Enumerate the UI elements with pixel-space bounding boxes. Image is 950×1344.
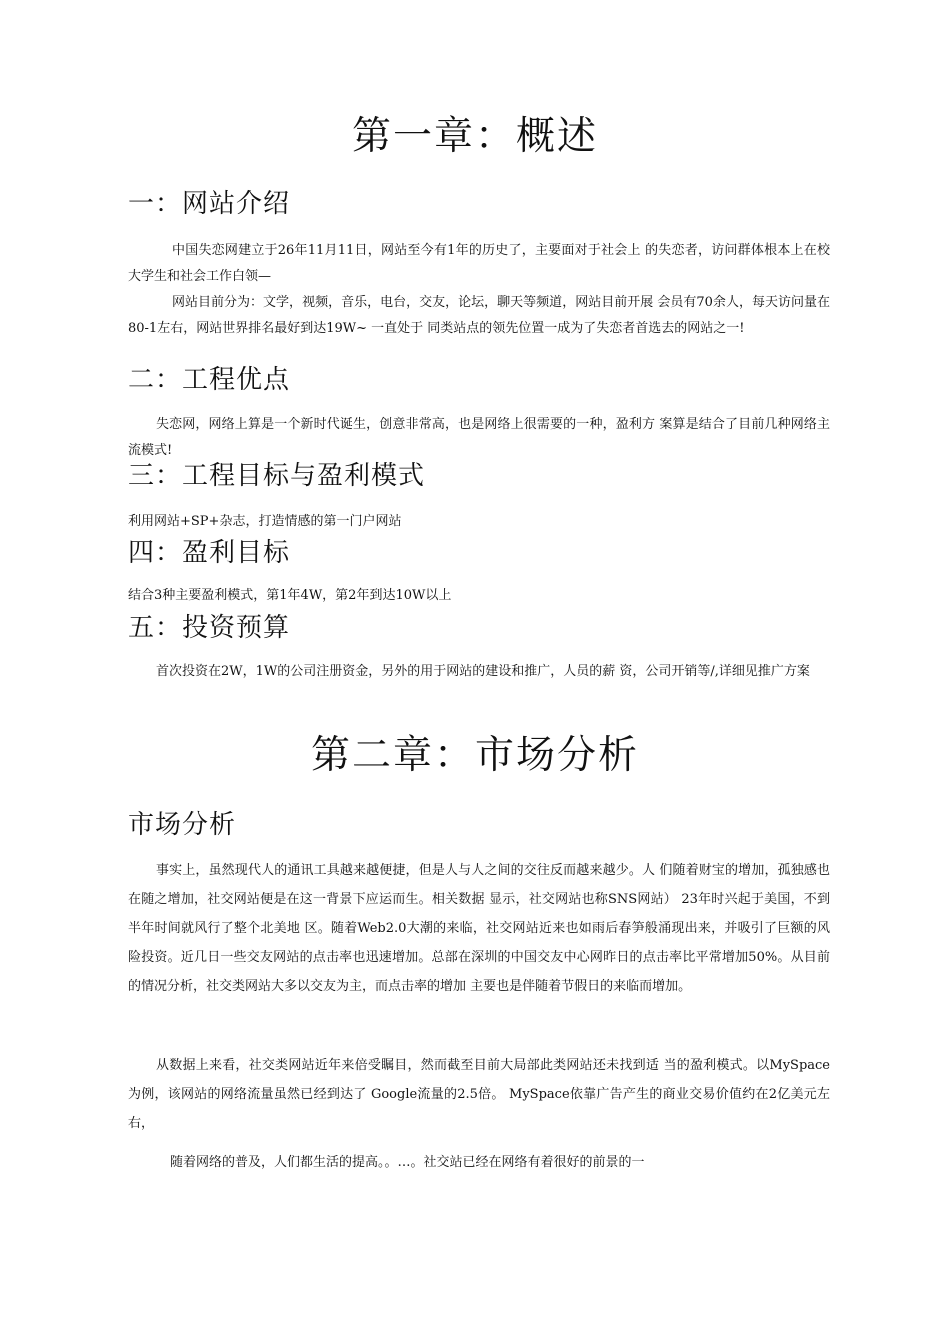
section-3-heading: 三：工程目标与盈利模式 [128,461,426,491]
section-2-paragraph: 失恋网，网络上算是一个新时代诞生，创意非常高，也是网络上很需要的一种，盈利方 案算是结合了目前几种网络主流模式! [128,417,830,458]
section-3-paragraph: 利用网站+SP+杂志，打造情感的第一门户网站 [128,514,402,529]
market-analysis-heading: 市场分析 [128,810,237,840]
market-analysis-paragraph-2: 从数据上来看，社交类网站近年来倍受瞩目，然而截至目前大局部此类网站还未找到适 当的盈利模式。以MySpace为例，该网站的网络流量虽然已经到达了 Google流量的2.5倍。 MySpace依靠广告产生的商业交易价值约在2亿美元左右， [128,1058,830,1131]
section-5-paragraph: 首次投资在2W，1W的公司注册资金，另外的用于网站的建设和推广，人员的薪 资，公司开销等/,详细见推广方案 [156,664,810,679]
section-4-heading: 四：盈利目标 [128,538,291,568]
section-1-heading: 一：网站介绍 [128,189,291,219]
chapter-1-title: 第一章：概述 [351,114,598,159]
section-2-heading: 二：工程优点 [128,365,291,395]
section-4-paragraph: 结合3种主要盈利模式，第1年4W，第2年到达10W以上 [128,588,452,603]
section-1-paragraph-1: 中国失恋网建立于26年11月11日，网站至今有1年的历史了，主要面对于社会上 的失恋者，访问群体根本上在校大学生和社会工作白领— [128,243,830,284]
chapter-2-title: 第二章：市场分析 [310,733,639,778]
section-5-heading: 五：投资预算 [128,613,291,643]
market-analysis-paragraph-3: 随着网络的普及，人们都生活的提高。。…。社交站已经在网络有着很好的前景的一 [170,1155,645,1170]
market-analysis-paragraph-1: 事实上，虽然现代人的通讯工具越来越便捷，但是人与人之间的交往反而越来越少。人 们随着财宝的增加，孤独感也在随之增加，社交网站便是在这一背景下应运而生。相关数据 显示，社交网站也称SNS网站） 23年时兴起于美国，不到半年时间就风行了整个北美地 区。随着Web2.0大潮的来临，社交网站近来也如雨后春笋般涌现出来，并吸引了巨额的风 险投资。近几日一些交友网站的点击率也迅速增加。总部在深圳的中国交友中心网昨日的点击率比平常增加50%。从目前的情况分析，社交类网站大多以交友为主，而点击率的增加 主要也是伴随着节假日的来临而增加。 [128,863,830,994]
section-1-paragraph-2: 网站目前分为：文学，视频，音乐，电台，交友，论坛，聊天等频道，网站目前开展 会员有70余人，每天访问量在80-1左右，网站世界排名最好到达19W~ 一直处于 同类站点的领先位置一成为了失恋者首选去的网站之一! [128,295,830,336]
